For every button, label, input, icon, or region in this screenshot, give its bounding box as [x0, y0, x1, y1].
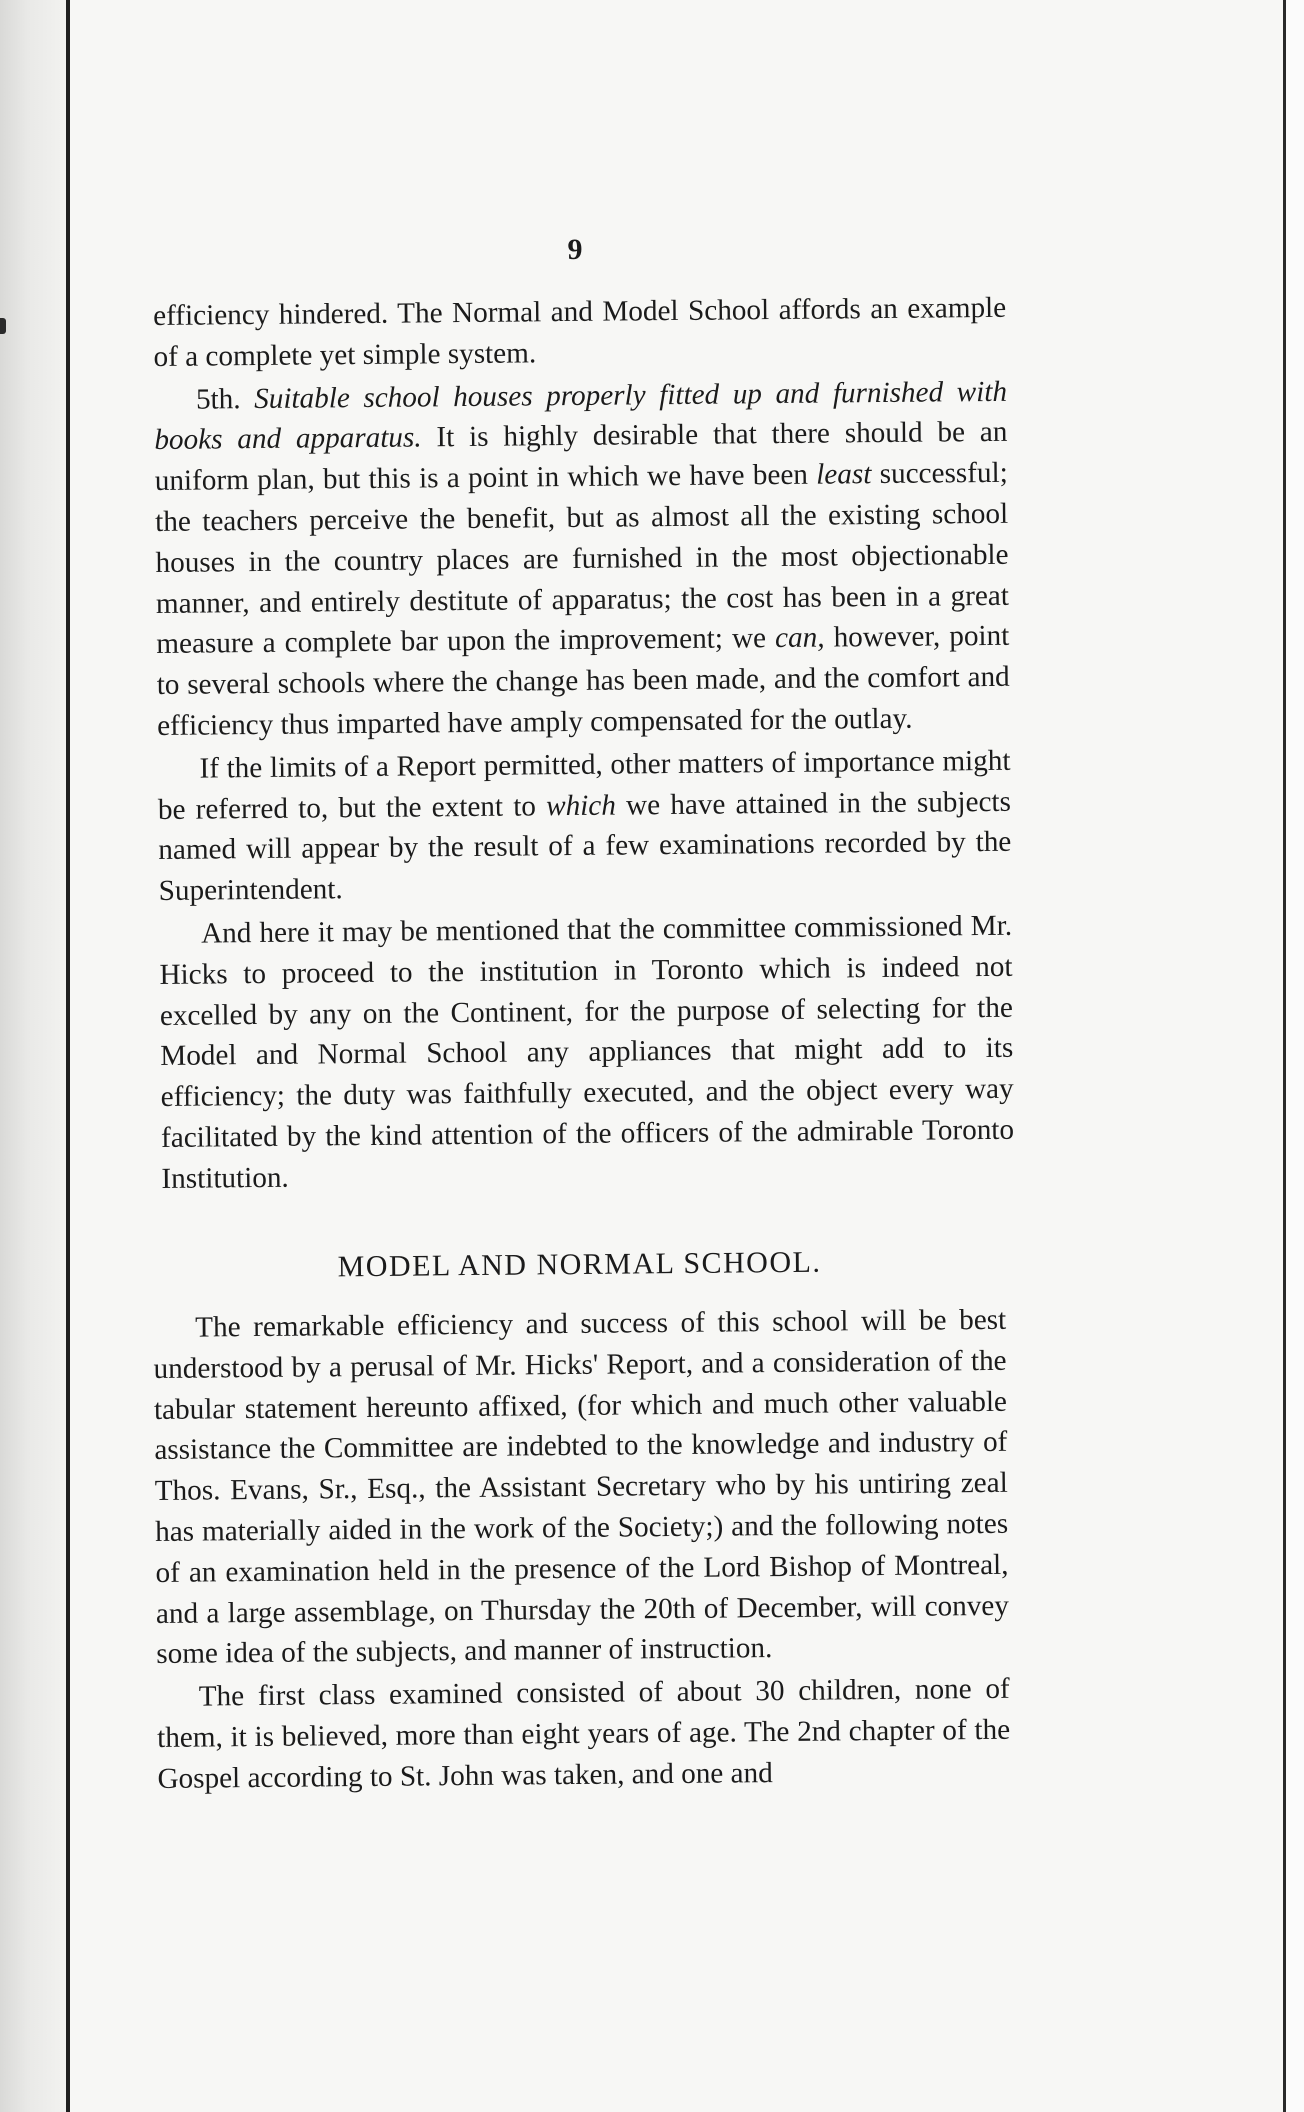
text-segment: If the limits of a Report permitted, other matters of importance might be referred to, but the extent to	[157, 744, 1011, 826]
paragraph-6	[157, 1669, 1011, 1800]
italic-text-segment: can,	[774, 621, 825, 655]
paragraph-5	[153, 1300, 1009, 1675]
text-segment: however, point to several schools where the change has been made, and the comfort and efficiency thus imparted have amply compensated for the outlay.	[156, 620, 1010, 742]
text-segment: 5th.	[195, 382, 255, 416]
body-text-bottom	[153, 1300, 1011, 1800]
section-heading: MODEL AND NORMAL SCHOOL.	[337, 1245, 822, 1284]
body-text-top	[153, 288, 1015, 1200]
text-segment: And here it may be mentioned that the committee commissioned Mr. Hicks to proceed to the institution in Toronto which is indeed not excelled by any on the Continent, for the purpose of selecting for the Model and Normal School any appliances that might add to its efficiency; the duty was faithfully executed, and the object every way facilitated by the kind attention of the officers of the admirable Toronto Institution.	[159, 909, 1015, 1195]
text-segment: The remarkable efficiency and success of this school will be best understood by a perusal of Mr. Hicks' Report, and a consideration of the tabular statement hereunto affixed, (for which and much other valuable assistance the Committee are indebted to the knowledge and industry of Thos. Evans, Sr., Esq., the Assistant Secretary who by his untiring zeal has materially aided in the work of the Society;) and the following notes of an examination held in the presence of the Lord Bishop of Montreal, and a large assemblage, on Thursday the 20th of December, will convey some idea of the subjects, and manner of instruction.	[153, 1303, 1010, 1671]
text-segment: It is highly desirable that there should be an uniform plan, but this is a point in which we have been	[154, 416, 1008, 498]
page-number: 9	[567, 233, 583, 266]
text-segment: we have attained in the subjects named will appear by the result of a few examinations recorded by the Superintendent.	[158, 785, 1012, 908]
paragraph-3	[157, 741, 1012, 912]
text-segment: successful; the teachers perceive the benefit, but as almost all the existing school houses in the country places are furnished in the most objectionable manner, and entirely destitute of apparatus; the cost has been in a great measure a complete bar upon the improvement; we	[155, 456, 1010, 661]
text-segment: The first class examined consisted of about 30 children, none of them, it is believed, more than eight years of age. The 2nd chapter of the Gospel according to St. John was taken, and one and	[156, 1672, 1011, 1795]
text-segment: efficiency hindered. The Normal and Model School affords an example of a complete yet simple system.	[153, 291, 1007, 373]
paragraph-1	[153, 288, 1007, 378]
paragraph-4	[159, 906, 1015, 1200]
italic-text-segment: least	[816, 458, 872, 491]
italic-text-segment: Suitable school houses properly fitted up and furnished with books and apparatus.	[154, 375, 1008, 457]
paragraph-2	[154, 371, 1010, 746]
italic-text-segment: which	[545, 789, 617, 822]
